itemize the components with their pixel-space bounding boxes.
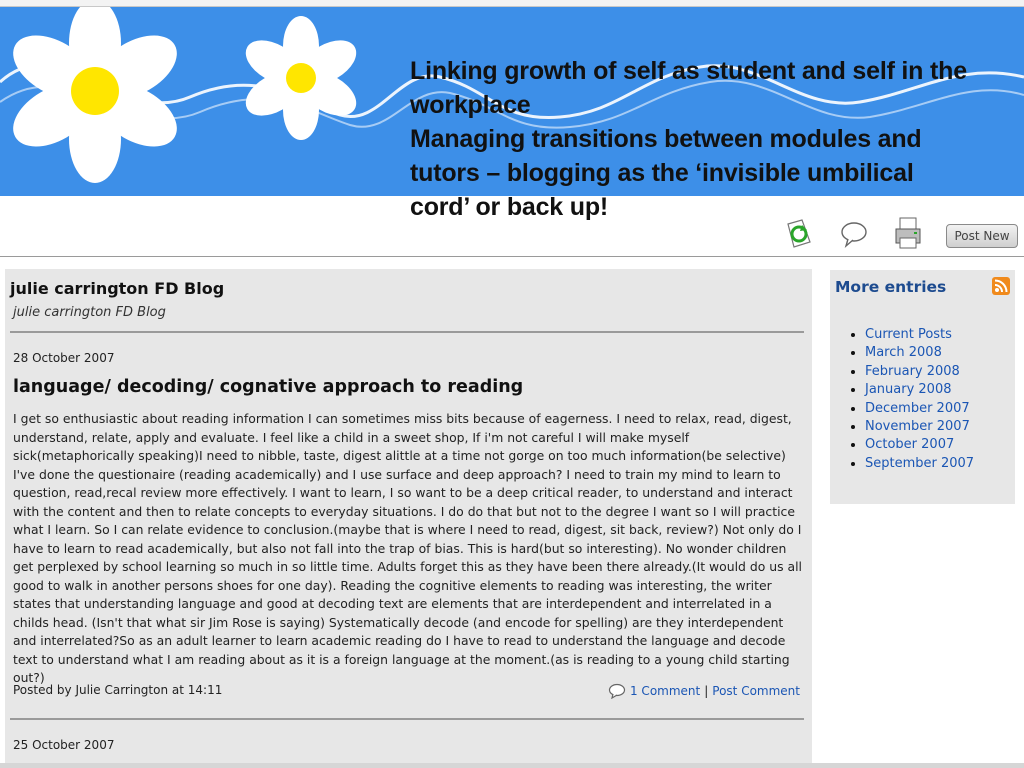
archive-link[interactable]: December 2007 [865, 400, 970, 416]
small-flower-icon [238, 16, 363, 140]
blog-subtitle: julie carrington FD Blog [13, 305, 166, 320]
comment-icon [608, 683, 626, 699]
comment-count-link[interactable]: 1 Comment [629, 684, 701, 698]
archive-link[interactable]: September 2007 [865, 455, 975, 471]
post-comment-links [608, 683, 800, 699]
post-byline: Posted by Julie Carrington at 14:11 [13, 683, 223, 697]
divider [10, 331, 804, 333]
slide-title [410, 54, 970, 224]
archive-item[interactable] [865, 326, 974, 344]
archive-link[interactable]: February 2008 [865, 363, 960, 379]
print-icon[interactable] [892, 216, 924, 250]
archive-link[interactable]: January 2008 [865, 382, 952, 398]
archive-item[interactable] [865, 400, 974, 418]
sidebar-more-entries [830, 270, 1015, 504]
archive-item[interactable] [865, 436, 974, 454]
post-comment-link[interactable]: Post Comment [712, 684, 800, 698]
window-bottom-strip [0, 763, 1024, 768]
post-new-button[interactable]: Post New [946, 224, 1018, 248]
blog-title[interactable]: julie carrington FD Blog [10, 279, 225, 298]
archive-list [835, 326, 974, 473]
archive-item[interactable] [865, 344, 974, 362]
comment-bubble-icon[interactable] [838, 216, 870, 250]
archive-item[interactable] [865, 363, 974, 381]
post-heading[interactable]: language/ decoding/ cognative approach to reading [13, 377, 524, 397]
large-flower-icon [2, 7, 187, 183]
rss-icon[interactable] [992, 277, 1010, 295]
archive-link[interactable]: November 2007 [865, 419, 970, 435]
window-top-strip [0, 0, 1024, 7]
archive-link[interactable]: Current Posts [865, 327, 952, 342]
divider [10, 718, 804, 720]
archive-link[interactable]: March 2008 [865, 345, 942, 361]
slide-title-line-2: Managing transitions between modules and tutors – blogging as the ‘invisible umbilical cord’ or back up! [410, 125, 922, 221]
slide-title-line-1: Linking growth of self as student and self in the workplace [410, 57, 967, 119]
toolbar-divider [0, 256, 1024, 257]
link-separator: | [704, 684, 709, 698]
archive-item[interactable] [865, 455, 974, 473]
blog-main-panel [5, 269, 812, 768]
post-body: I get so enthusiastic about reading information I can sometimes miss bits because of eagerness. I need to relax, read, digest, understand, relate, apply and evaluate. I feel like a child in a sweet shop, If i'm not careful I will make myself sick(metaphorically speaking)I need to nibble, taste, digest alittle at a time not gorge on too much information(be selective) I've done the questionaire (reading academically) and I use surface and deep approach? I need to train my mind to learn to question, read,recal review more effectively. I want to learn, I so want to be a deep critical reader, to understand and interact with the content and then to relate concepts to everyday situations. I do do that but not to the degree I want so I will practice what I learn. So I can relate evidence to conclusion.(maybe that is where I need to read, digest, sit back, review?) Not only do I have to learn to read academically, but also not fall into the trap of bias. This is hard(but so interesting). No wonder children get perplexed by school learning so much in so little time. Adults forget this as they have been there already.(It would do us all good to walk in another persons shoes for one day). Reading the cognitive elements to reading was interesting, the writer states that understanding language and good at decoding text are elements that are interdependent and interrelated in a childs head. (Isn't that what sir Jim Rose is saying) Systematically decode (and encode for spelling) are they interdependent and interrelated?So as an adult learner to learn academic reading do I have to read to understand the language and decode text to understand what I am reading about as it is a foreign language at the moment.(as is reading to a young child starting out?) [13, 411, 802, 685]
post-date: 28 October 2007 [13, 351, 115, 365]
sidebar-title: More entries [835, 278, 947, 296]
refresh-icon[interactable] [782, 216, 814, 250]
archive-link[interactable]: October 2007 [865, 437, 955, 453]
archive-item[interactable] [865, 381, 974, 399]
post-date: 25 October 2007 [13, 738, 115, 752]
archive-item[interactable] [865, 418, 974, 436]
